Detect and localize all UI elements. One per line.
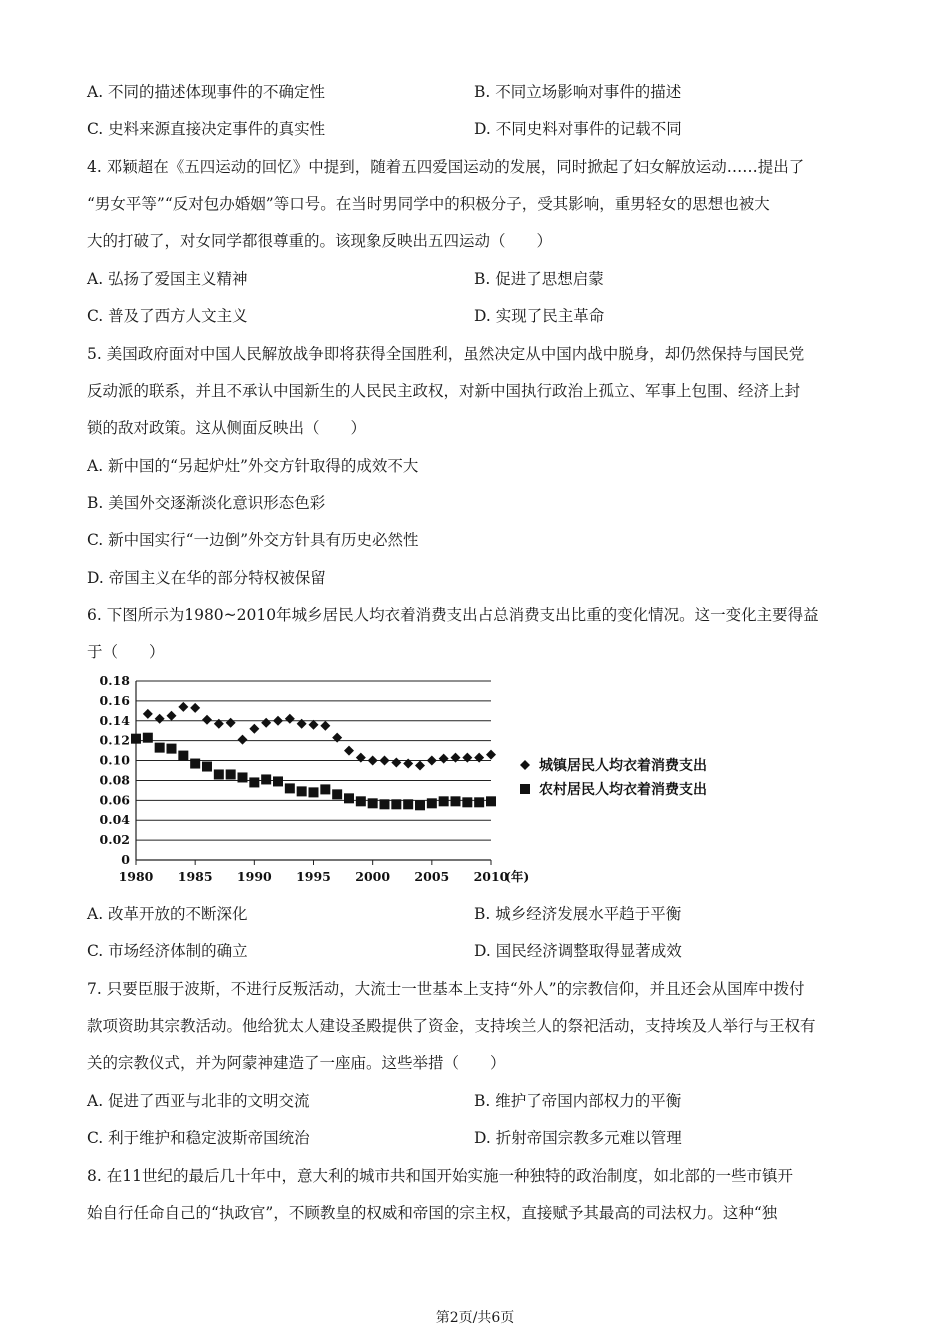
urban-data-point bbox=[178, 702, 188, 712]
urban-data-point bbox=[226, 718, 236, 728]
q7-option-a: A. 促进了西亚与北非的文明交流 bbox=[87, 1092, 310, 1110]
x-tick-label: 1995 bbox=[296, 869, 331, 884]
legend-urban-marker bbox=[520, 760, 530, 770]
x-tick-label: 2010 bbox=[473, 869, 509, 884]
y-tick-label: 0.10 bbox=[99, 752, 130, 768]
q6-stem-line-2: 于（ ） bbox=[87, 643, 165, 661]
x-tick-label: 1990 bbox=[236, 869, 272, 884]
chart-svg bbox=[88, 668, 748, 893]
rural-data-point bbox=[391, 799, 401, 809]
q5-stem-line-1: 5. 美国政府面对中国人民解放战争即将获得全国胜利，虽然决定从中国内战中脱身，却仍然保持与国民党 bbox=[87, 345, 805, 363]
q8-stem-line-1: 8. 在11世纪的最后几十年中，意大利的城市共和国开始实施一种独特的政治制度，如北部的一些市镇开 bbox=[87, 1167, 793, 1185]
q6-option-d: D. 国民经济调整取得显著成效 bbox=[474, 942, 682, 960]
q4-option-b: B. 促进了思想启蒙 bbox=[474, 270, 604, 288]
rural-data-point bbox=[297, 786, 307, 796]
urban-data-point bbox=[155, 714, 165, 724]
urban-data-point bbox=[391, 758, 401, 768]
y-tick-label: 0.16 bbox=[99, 692, 130, 708]
x-tick-label: 1985 bbox=[177, 869, 213, 884]
y-tick-label: 0.04 bbox=[99, 812, 130, 828]
x-tick-label: 2005 bbox=[414, 869, 450, 884]
y-tick-label: 0.12 bbox=[99, 732, 130, 748]
q4-stem-line-2: “男女平等”“反对包办婚姻”等口号。在当时男同学中的积极分子，受其影响，重男轻女的思想也被大 bbox=[87, 195, 770, 213]
chart-legend bbox=[520, 757, 707, 798]
rural-data-point bbox=[178, 751, 188, 761]
urban-data-point bbox=[415, 761, 425, 771]
rural-data-point bbox=[214, 769, 224, 779]
x-tick-label: 2000 bbox=[355, 869, 391, 884]
q7-stem-line-1: 7. 只要臣服于波斯，不进行反叛活动，大流士一世基本上支持“外人”的宗教信仰，并且还会从国库中拨付 bbox=[87, 980, 805, 998]
q6-stem-line-1: 6. 下图所示为1980~2010年城乡居民人均衣着消费支出占总消费支出比重的变化情况。这一变化主要得益 bbox=[87, 606, 819, 624]
rural-data-point bbox=[368, 798, 378, 808]
q4-option-d: D. 实现了民主革命 bbox=[474, 307, 605, 325]
page-footer: 第2页/共6页 bbox=[435, 1310, 515, 1326]
q5-stem-line-2: 反动派的联系，并且不承认中国新生的人民民主政权，对新中国执行政治上孤立、军事上包围、经济上封 bbox=[87, 382, 801, 400]
urban-data-point bbox=[273, 716, 283, 726]
rural-data-point bbox=[249, 777, 259, 787]
q3-option-c: C. 史料来源直接决定事件的真实性 bbox=[87, 120, 326, 138]
clothing-expenditure-chart bbox=[88, 668, 748, 893]
x-axis-unit-label: (年) bbox=[505, 869, 530, 884]
rural-data-point bbox=[380, 799, 390, 809]
rural-data-point bbox=[415, 800, 425, 810]
rural-data-point bbox=[238, 772, 248, 782]
urban-data-point bbox=[285, 714, 295, 724]
rural-data-point bbox=[474, 797, 484, 807]
urban-data-point bbox=[332, 733, 342, 743]
q7-option-b: B. 维护了帝国内部权力的平衡 bbox=[474, 1092, 682, 1110]
q3-option-a: A. 不同的描述体现事件的不确定性 bbox=[87, 83, 326, 101]
y-tick-label: 0.18 bbox=[99, 673, 130, 688]
rural-data-point bbox=[332, 789, 342, 799]
rural-data-point bbox=[403, 799, 413, 809]
urban-data-point bbox=[249, 724, 259, 734]
urban-data-point bbox=[214, 719, 224, 729]
urban-data-point bbox=[297, 719, 307, 729]
rural-data-point bbox=[155, 743, 165, 753]
rural-data-point bbox=[344, 793, 354, 803]
q7-stem-line-2: 款项资助其宗教活动。他给犹太人建设圣殿提供了资金，支持埃兰人的祭祀活动，支持埃及人举行与王权有 bbox=[87, 1017, 816, 1035]
rural-data-point bbox=[309, 787, 319, 797]
rural-data-point bbox=[131, 734, 141, 744]
urban-data-point bbox=[261, 718, 271, 728]
rural-data-point bbox=[167, 744, 177, 754]
q3-option-b: B. 不同立场影响对事件的描述 bbox=[474, 83, 682, 101]
q7-option-d: D. 折射帝国宗教多元难以管理 bbox=[474, 1129, 682, 1147]
rural-data-point bbox=[273, 776, 283, 786]
q6-option-c: C. 市场经济体制的确立 bbox=[87, 942, 248, 960]
chart-series bbox=[131, 702, 496, 810]
y-tick-label: 0.06 bbox=[99, 792, 130, 808]
rural-data-point bbox=[226, 769, 236, 779]
urban-data-point bbox=[190, 703, 200, 713]
q8-stem-line-2: 始自行任命自己的“执政官”，不顾教皇的权威和帝国的宗主权，直接赋予其最高的司法权力。这种“独 bbox=[87, 1204, 778, 1222]
urban-data-point bbox=[368, 756, 378, 766]
q7-stem-line-3: 关的宗教仪式，并为阿蒙神建造了一座庙。这些举措（ ） bbox=[87, 1054, 506, 1072]
y-tick-label: 0.08 bbox=[99, 772, 130, 788]
rural-data-point bbox=[285, 783, 295, 793]
rural-data-point bbox=[356, 796, 366, 806]
q4-stem-line-3: 大的打破了，对女同学都很尊重的。该现象反映出五四运动（ ） bbox=[87, 232, 553, 250]
urban-data-point bbox=[202, 715, 212, 725]
rural-data-point bbox=[202, 762, 212, 772]
q5-stem-line-3: 锁的敌对政策。这从侧面反映出（ ） bbox=[87, 419, 367, 437]
legend-rural-label: 农村居民人均衣着消费支出 bbox=[539, 782, 707, 798]
y-tick-label: 0.02 bbox=[99, 832, 130, 848]
urban-data-point bbox=[427, 756, 437, 766]
q4-option-c: C. 普及了西方人文主义 bbox=[87, 307, 248, 325]
urban-data-point bbox=[143, 709, 153, 719]
q7-option-c: C. 利于维护和稳定波斯帝国统治 bbox=[87, 1129, 310, 1147]
rural-data-point bbox=[451, 796, 461, 806]
q5-option-d: D. 帝国主义在华的部分特权被保留 bbox=[87, 569, 326, 587]
urban-data-point bbox=[439, 754, 449, 764]
chart-grid bbox=[136, 681, 491, 860]
y-tick-label: 0 bbox=[121, 852, 130, 867]
rural-data-point bbox=[462, 797, 472, 807]
y-tick-label: 0.14 bbox=[99, 712, 130, 728]
urban-data-point bbox=[403, 759, 413, 769]
q6-option-a: A. 改革开放的不断深化 bbox=[87, 905, 248, 923]
urban-data-point bbox=[356, 753, 366, 763]
q4-option-a: A. 弘扬了爱国主义精神 bbox=[87, 270, 248, 288]
rural-data-point bbox=[427, 798, 437, 808]
q5-option-c: C. 新中国实行“一边倒”外交方针具有历史必然性 bbox=[87, 531, 419, 549]
urban-data-point bbox=[474, 753, 484, 763]
urban-data-point bbox=[380, 756, 390, 766]
q6-option-b: B. 城乡经济发展水平趋于平衡 bbox=[474, 905, 682, 923]
urban-data-point bbox=[320, 721, 330, 731]
q5-option-a: A. 新中国的“另起炉灶”外交方针取得的成效不大 bbox=[87, 457, 419, 475]
urban-data-point bbox=[451, 753, 461, 763]
urban-data-point bbox=[238, 735, 248, 745]
rural-data-point bbox=[439, 796, 449, 806]
x-tick-label: 1980 bbox=[118, 869, 154, 884]
urban-data-point bbox=[344, 746, 354, 756]
chart-axes bbox=[100, 673, 530, 884]
rural-data-point bbox=[143, 733, 153, 743]
legend-rural-marker bbox=[520, 784, 530, 794]
rural-data-point bbox=[320, 784, 330, 794]
q3-option-d: D. 不同史料对事件的记载不同 bbox=[474, 120, 682, 138]
urban-data-point bbox=[167, 711, 177, 721]
urban-data-point bbox=[486, 750, 496, 760]
q5-option-b: B. 美国外交逐渐淡化意识形态色彩 bbox=[87, 494, 326, 512]
rural-data-point bbox=[486, 796, 496, 806]
rural-data-point bbox=[261, 774, 271, 784]
q4-stem-line-1: 4. 邓颖超在《五四运动的回忆》中提到，随着五四爱国运动的发展，同时掀起了妇女解放运动……提出了 bbox=[87, 158, 805, 176]
legend-urban-label: 城镇居民人均衣着消费支出 bbox=[539, 758, 707, 774]
rural-data-point bbox=[190, 759, 200, 769]
urban-data-point bbox=[462, 753, 472, 763]
